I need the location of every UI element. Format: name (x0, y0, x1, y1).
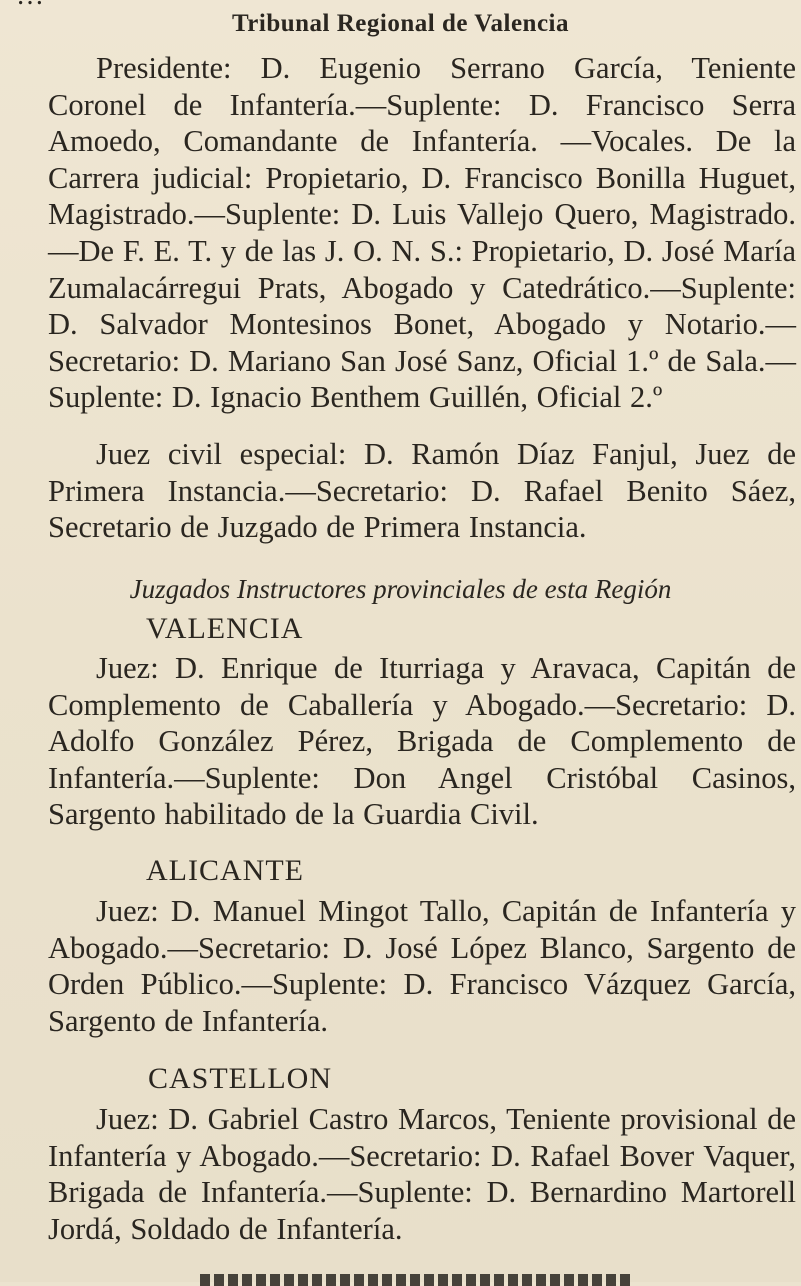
tribunal-composition-paragraph: Presidente: D. Eugenio Serrano García, Teniente Coronel de Infantería.—Suplente: D. Francisco Serra Amoedo, Comandante de Infantería. —Vocales. De la Carrera judicial: Propietario, D. Francisco Bonilla Huguet, Magistrado.—Suplente: D. Luis Vallejo Quero, Magistrado.—De F. E. T. y de las J. O. N. S.: Propietario, D. José María Zumalacárregui Prats, Abogado y Catedrático.—Suplente: D. Salvador Montesinos Bonet, Abogado y Notario.—Secretario: D. Mariano San José Sanz, Oficial 1.º de Sala.—Suplente: D. Ignacio Benthem Guillén, Oficial 2.º (48, 51, 796, 415)
valencia-paragraph: Juez: D. Enrique de Iturriaga y Aravaca, Capitán de Complemento de Caballería y Abogado.—Secretario: D. Adolfo González Pérez, Brigada de Complemento de Infantería.—Suplente: Don Angel Cristóbal Casinos, Sargento habilitado de la Guardia Civil. (48, 651, 796, 832)
juez-civil-paragraph: Juez civil especial: D. Ramón Díaz Fanjul, Juez de Primera Instancia.—Secretario: D. Rafael Benito Sáez, Secretario de Juzgado de Primera Instancia. (48, 437, 796, 545)
juzgados-subhead: Juzgados Instructores provinciales de esta Región (129, 574, 672, 604)
cropped-next-heading (200, 1274, 630, 1286)
castellon-paragraph: Juez: D. Gabriel Castro Marcos, Teniente provisional de Infantería y Abogado.—Secretario: D. Rafael Bover Vaquer, Brigada de Infantería.—Suplente: D. Bernardino Martorell Jordá, Soldado de Infantería. (48, 1102, 796, 1246)
city-heading-castellon: CASTELLON (148, 1062, 332, 1095)
alicante-paragraph: Juez: D. Manuel Mingot Tallo, Capitán de Infantería y Abogado.—Secretario: D. José López Blanco, Sargento de Orden Público.—Suplente: D. Francisco Vázquez García, Sargento de Infantería. (48, 894, 796, 1038)
city-heading-alicante: ALICANTE (146, 854, 304, 887)
tribunal-title: Tribunal Regional de Valencia (231, 10, 569, 37)
city-heading-valencia: VALENCIA (146, 612, 304, 645)
cropped-text-fragment (16, 0, 56, 6)
